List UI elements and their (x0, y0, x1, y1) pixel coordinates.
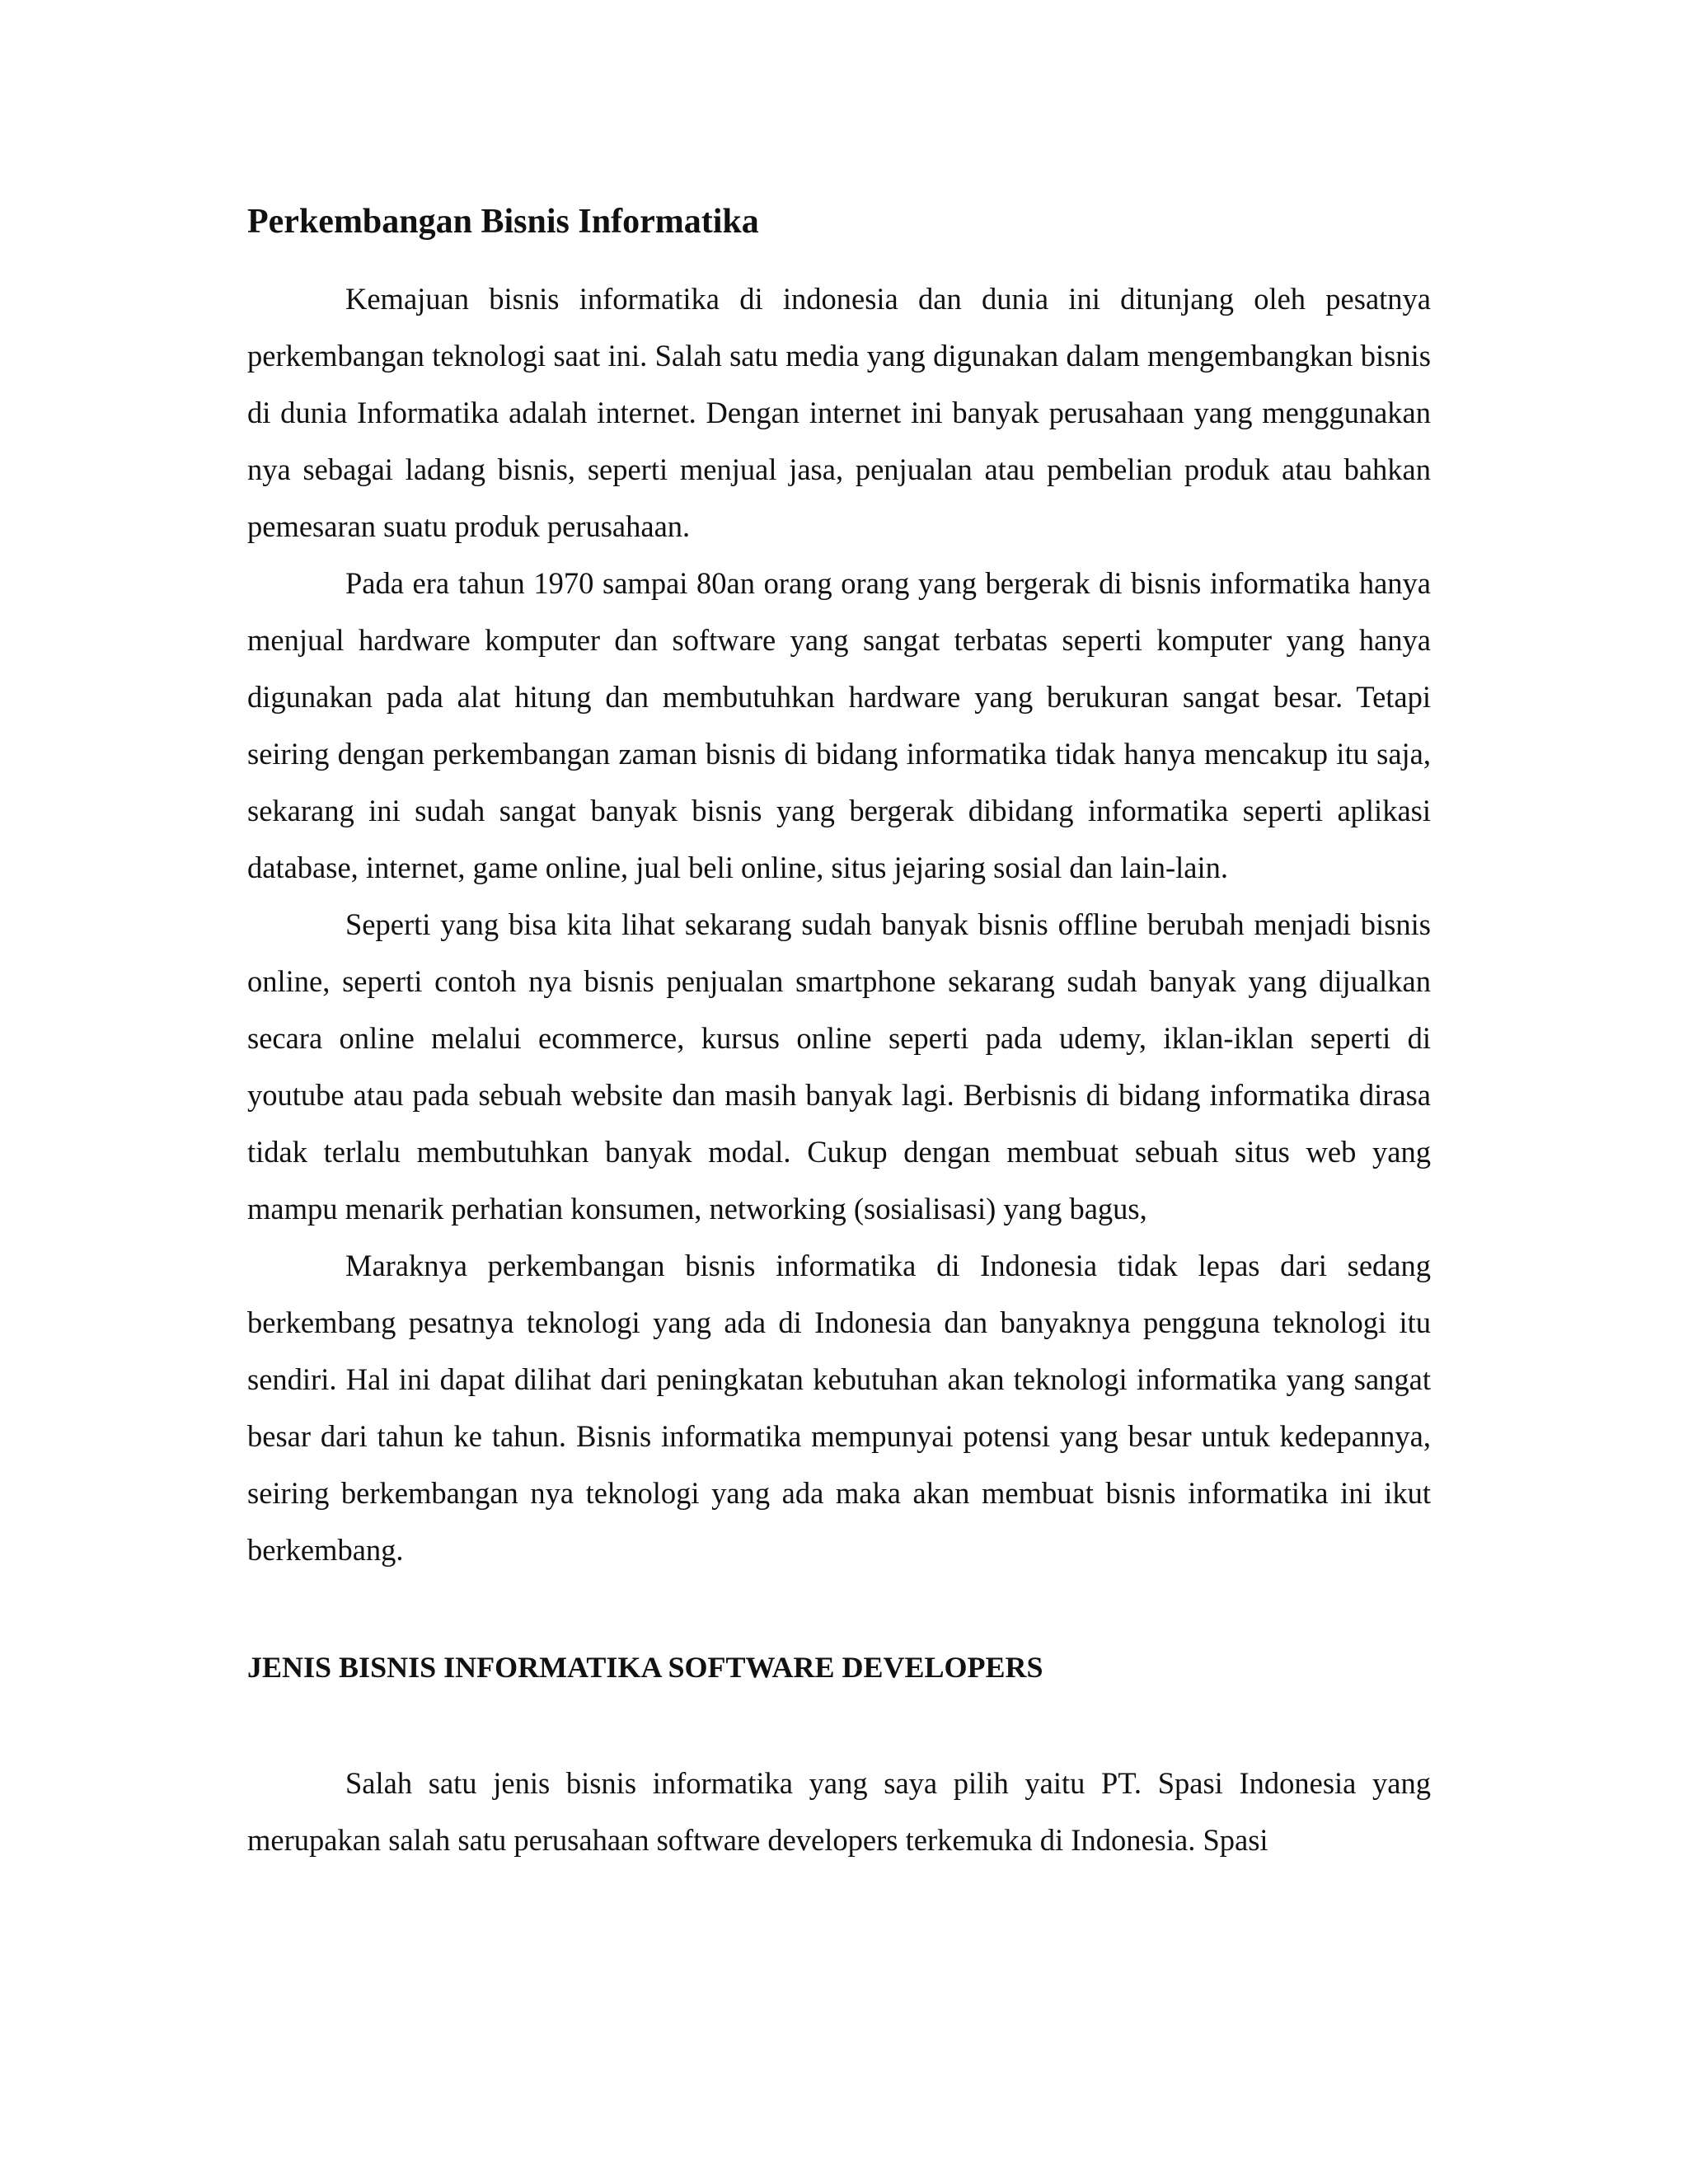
document-body (247, 198, 1431, 1868)
document-title: Perkembangan Bisnis Informatika (247, 203, 759, 241)
paragraph-3: Seperti yang bisa kita lihat sekarang sudah banyak bisnis offline berubah menjadi bisnis online, seperti contoh nya bisnis penjualan smartphone sekarang sudah banyak yang dijualkan secara online melalui ecommerce, kursus online seperti pada udemy, iklan-iklan seperti di youtube atau pada sebuah website dan masih banyak lagi. Berbisnis di bidang informatika dirasa tidak terlalu membutuhkan banyak modal. Cukup dengan membuat sebuah situs web yang mampu menarik perhatian konsumen, networking (sosialisasi) yang bagus, (247, 907, 1431, 1226)
paragraph-4: Maraknya perkembangan bisnis informatika di Indonesia tidak lepas dari sedang berkembang pesatnya teknologi yang ada di Indonesia dan banyaknya pengguna teknologi itu sendiri. Hal ini dapat dilihat dari peningkatan kebutuhan akan teknologi informatika yang sangat besar dari tahun ke tahun. Bisnis informatika mempunyai potensi yang besar untuk kedepannya, seiring berkembangan nya teknologi yang ada maka akan membuat bisnis informatika ini ikut berkembang. (247, 1249, 1431, 1567)
paragraph-2: Pada era tahun 1970 sampai 80an orang orang yang bergerak di bisnis informatika hanya menjual hardware komputer dan software yang sangat terbatas seperti komputer yang hanya digunakan pada alat hitung dan membutuhkan hardware yang berukuran sangat besar. Tetapi seiring dengan perkembangan zaman bisnis di bidang informatika tidak hanya mencakup itu saja, sekarang ini sudah sangat banyak bisnis yang bergerak dibidang informatika seperti aplikasi database, internet, game online, jual beli online, situs jejaring sosial dan lain-lain. (247, 566, 1431, 884)
paragraph-1: Kemajuan bisnis informatika di indonesia dan dunia ini ditunjang oleh pesatnya perkembangan teknologi saat ini. Salah satu media yang digunakan dalam mengembangkan bisnis di dunia Informatika adalah internet. Dengan internet ini banyak perusahaan yang menggunakan nya sebagai ladang bisnis, seperti menjual jasa, penjualan atau pembelian produk atau bahkan pemesaran suatu produk perusahaan. (247, 282, 1431, 543)
section-paragraph: Salah satu jenis bisnis informatika yang saya pilih yaitu PT. Spasi Indonesia yang merupakan salah satu perusahaan software developers terkemuka di Indonesia. Spasi (247, 1766, 1431, 1857)
section-heading: JENIS BISNIS INFORMATIKA SOFTWARE DEVELOPERS (247, 1651, 1043, 1684)
